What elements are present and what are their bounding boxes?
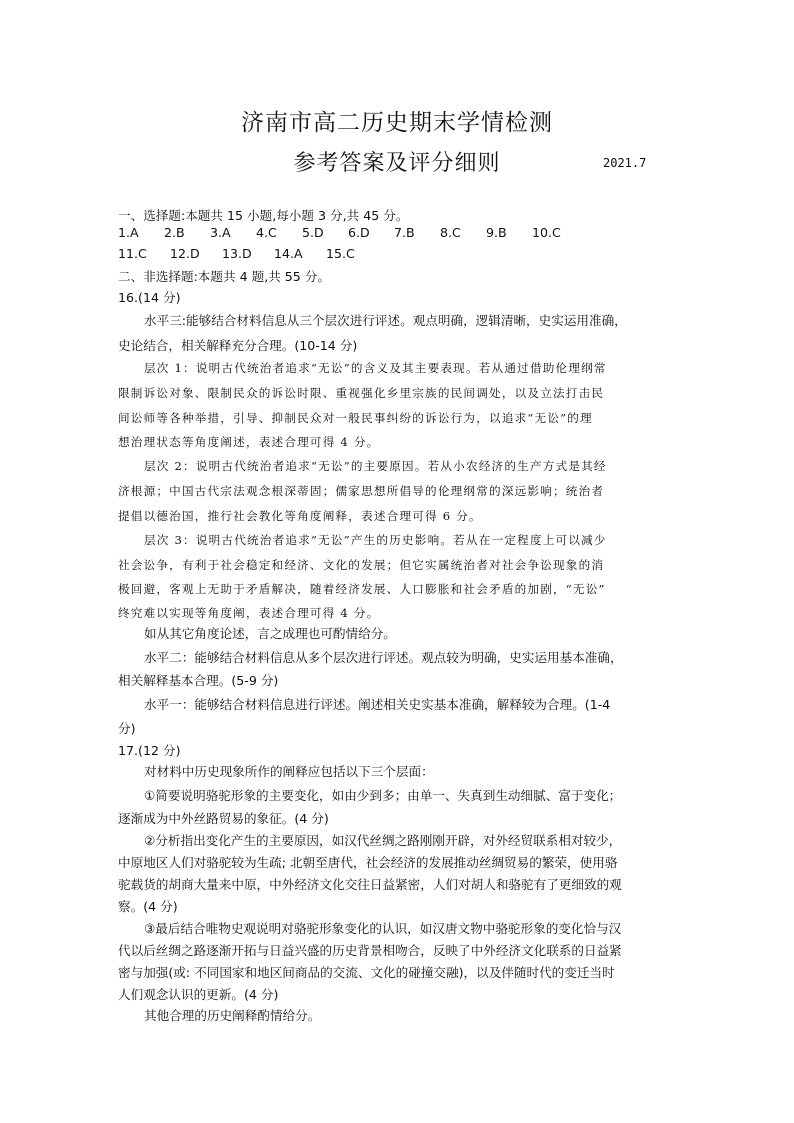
q16-other-note: 如从其它角度论述，言之成理也可酌情给分。 bbox=[144, 626, 396, 641]
page-subtitle: 参考答案及评分细则 bbox=[293, 151, 501, 176]
q16-criterion1-line: 想治理状态等角度阐述，表述合理可得 4 分。 bbox=[118, 435, 380, 449]
answer-item: 11.C bbox=[118, 246, 147, 261]
q17-point3-line: 密与加强(或: 不同国家和地区间商品的交流、文化的碰撞交融)，以及伴随时代的变迁当时 bbox=[118, 965, 615, 980]
q17-point3-line: 人们观念认识的更新。(4 分) bbox=[118, 987, 279, 1002]
answer-item: 8.C bbox=[440, 225, 461, 240]
q16-criterion1-line: 限制诉讼对象、限制民众的诉讼时限、重视强化乡里宗族的民间调处，以及立法打击民 bbox=[118, 386, 605, 400]
q16-criterion3-line: 极回避，客观上无助于矛盾解决，随着经济发展、人口膨胀和社会矛盾的加剧，“无讼” bbox=[118, 582, 606, 596]
q17-label: 17.(12 分) bbox=[118, 743, 181, 758]
answer-item: 15.C bbox=[326, 246, 355, 261]
answers-row-1 bbox=[118, 225, 578, 240]
q17-point2-line: ②分析指出变化产生的主要原因，如汉代丝绸之路刚刚开辟，对外经贸联系相对较少， bbox=[144, 833, 622, 848]
q16-criterion2-line: 济根源；中国古代宗法观念根深蒂固；儒家思想所倡导的伦理纲常的深远影响；统治者 bbox=[118, 484, 605, 498]
answer-item: 7.B bbox=[394, 225, 415, 240]
q16-level3-line: 史论结合，相关解释充分合理。(10-14 分) bbox=[118, 338, 358, 353]
q16-label: 16.(14 分) bbox=[118, 290, 181, 305]
q17-point3-line: ③最后结合唯物史观说明对骆驼形象变化的认识，如汉唐文物中骆驼形象的变化恰与汉 bbox=[144, 921, 622, 936]
answer-item: 4.C bbox=[256, 225, 277, 240]
answer-item: 9.B bbox=[486, 225, 507, 240]
q16-criterion1-line: 层次 1：说明古代统治者追求“无讼”的含义及其主要表现。若从通过借助伦理纲常 bbox=[144, 361, 607, 375]
q16-level2-line: 水平二：能够结合材料信息从多个层次进行评述。观点较为明确，史实运用基本准确， bbox=[144, 650, 623, 665]
answer-item: 2.B bbox=[164, 225, 185, 240]
answer-item: 1.A bbox=[118, 225, 139, 240]
section2-heading: 二、非选择题:本题共 4 题,共 55 分。 bbox=[118, 269, 331, 284]
q17-intro: 对材料中历史现象所作的阐释应包括以下三个层面： bbox=[144, 764, 434, 779]
q17-point2-line: 驼载货的胡商大量来中原，中外经济文化交往日益紧密，人们对胡人和骆驼有了更细致的观 bbox=[118, 877, 622, 892]
q17-point2-line: 中原地区人们对骆驼较为生疏; 北朝至唐代，社会经济的发展推动丝绸贸易的繁荣，使用骆 bbox=[118, 855, 618, 870]
q16-level2-line: 相关解释基本合理。(5-9 分) bbox=[118, 673, 279, 688]
q17-point1-line: 逐渐成为中外丝路贸易的象征。(4 分) bbox=[118, 811, 329, 826]
q16-criterion3-line: 层次 3：说明古代统治者追求“无讼”产生的历史影响。若从在一定程度上可以减少 bbox=[144, 533, 607, 547]
answer-item: 14.A bbox=[274, 246, 303, 261]
q17-other-note: 其他合理的历史阐释酌情给分。 bbox=[144, 1008, 321, 1023]
page-title: 济南市高二历史期末学情检测 bbox=[241, 110, 553, 136]
exam-date: 2021.7 bbox=[603, 156, 647, 170]
q16-criterion3-line: 社会讼争，有利于社会稳定和经济、文化的发展；但它实属统治者对社会争讼现象的消 bbox=[118, 558, 605, 572]
answer-item: 12.D bbox=[170, 246, 200, 261]
q16-level1-line: 分) bbox=[118, 721, 136, 736]
q16-criterion2-line: 层次 2：说明古代统治者追求“无讼”的主要原因。若从小农经济的生产方式是其经 bbox=[144, 459, 607, 473]
q17-point1-line: ①简要说明骆驼形象的主要变化，如由少到多；由单一、失真到生动细腻、富于变化； bbox=[144, 788, 622, 803]
answer-item: 3.A bbox=[210, 225, 231, 240]
q16-criterion2-line: 提倡以德治国，推行社会教化等角度阐释，表述合理可得 6 分。 bbox=[118, 509, 482, 523]
q16-level3-line: 水平三:能够结合材料信息从三个层次进行评述。观点明确，逻辑清晰，史实运用准确， bbox=[144, 313, 627, 328]
q16-level1-line: 水平一：能够结合材料信息进行评述。阐述相关史实基本准确，解释较为合理。(1-4 bbox=[144, 697, 611, 712]
q17-point2-line: 察。(4 分) bbox=[118, 899, 178, 914]
answer-item: 5.D bbox=[302, 225, 324, 240]
q16-criterion1-line: 间讼师等各种举措，引导、抑制民众对一般民事纠纷的诉讼行为，以追求“无讼”的理 bbox=[118, 411, 593, 425]
answer-item: 13.D bbox=[222, 246, 252, 261]
q17-point3-line: 代以后丝绸之路逐渐开拓与日益兴盛的历史背景相吻合，反映了中外经济文化联系的日益紧 bbox=[118, 943, 622, 958]
answer-item: 10.C bbox=[532, 225, 561, 240]
section1-heading: 一、选择题:本题共 15 小题,每小题 3 分,共 45 分。 bbox=[118, 208, 409, 223]
answer-item: 6.D bbox=[348, 225, 370, 240]
q16-criterion3-line: 终究难以实现等角度阐，表述合理可得 4 分。 bbox=[118, 606, 380, 620]
answers-row-2 bbox=[118, 246, 378, 261]
